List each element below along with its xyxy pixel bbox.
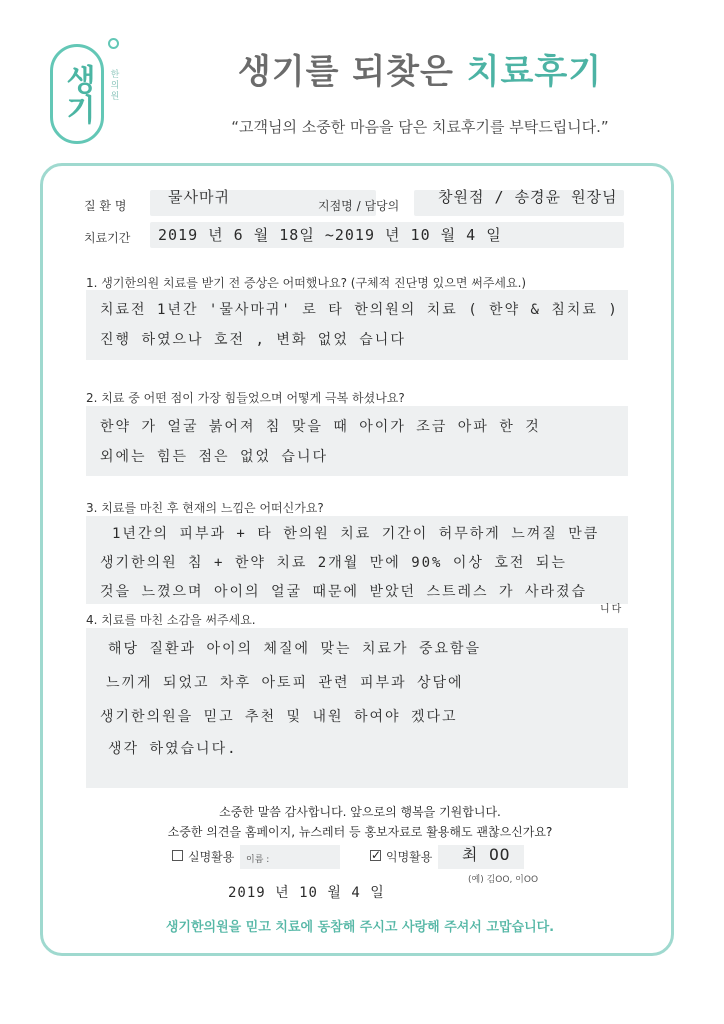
check-icon: ✓: [371, 848, 382, 862]
question-3-answer-line: 것을 느꼈으며 아이의 얼굴 때문에 받았던 스트레스 가 사라졌습: [100, 584, 588, 600]
logo-dot-icon: [108, 38, 119, 49]
question-1-title: 1. 생기한의원 치료를 받기 전 증상은 어떠했나요? (구체적 진단명 있으면 써주세요.): [86, 276, 527, 290]
name-example: (예) 김OO, 이OO: [468, 875, 539, 885]
thanks-message: 소중한 말씀 감사합니다. 앞으로의 행복을 기원합니다.: [219, 805, 501, 819]
real-name-label: 실명활용: [188, 850, 235, 864]
logo-subtext: 한의원: [110, 70, 120, 102]
question-3-answer-line: 니다: [600, 604, 624, 615]
question-3-answer-line: 생기한의원 침 + 한약 치료 2개월 만에 90% 이상 호전 되는: [100, 555, 567, 571]
question-2-answer-line: 한약 가 얼굴 붉어져 침 맞을 때 아이가 조금 아파 한 것: [100, 419, 541, 435]
question-2-title: 2. 치료 중 어떤 점이 가장 힘들었으며 어떻게 극복 하셨나요?: [86, 391, 405, 405]
disease-label: 질 환 명: [84, 199, 127, 213]
logo-text: 생기: [60, 64, 95, 124]
consent-question: 소중한 의견을 홈페이지, 뉴스레터 등 홍보자료로 활용해도 괜찮으신가요?: [167, 825, 553, 839]
period-label: 치료기간: [84, 231, 131, 245]
real-name-checkbox[interactable]: [172, 850, 183, 861]
review-date: 2019 년 10 월 4 일: [228, 885, 385, 901]
disease-value: 물사마귀: [168, 188, 230, 206]
period-value: 2019 년 6 월 18일 ~2019 년 10 월 4 일: [158, 226, 502, 244]
question-4-answer-line: 해당 질환과 아이의 체질에 맞는 치료가 중요함을: [108, 641, 482, 657]
title-main: 생기를 되찾은: [237, 52, 467, 92]
title-accent: 치료후기: [466, 52, 603, 92]
branch-value: 창원점 / 송경윤 원장님: [438, 188, 618, 206]
question-4-answer-line: 생기한의원을 믿고 추천 및 내원 하여야 겠다고: [100, 709, 458, 725]
footer-message: 생기한의원을 믿고 치료에 동참해 주시고 사랑해 주셔서 고맙습니다.: [165, 920, 555, 935]
anonymous-checkbox[interactable]: [370, 850, 381, 861]
question-4-title: 4. 치료를 마친 소감을 써주세요.: [86, 613, 256, 627]
question-3-answer-line: 1년간의 피부과 + 타 한의원 치료 기간이 허무하게 느껴질 만큼: [112, 526, 600, 542]
anonymous-label: 익명활용: [386, 850, 433, 864]
question-4-answer-line: 생각 하였습니다.: [108, 741, 238, 757]
page-title: [160, 44, 680, 93]
question-1-answer-line: 치료전 1년간 '물사마귀' 로 타 한의원의 치료 ( 한약 & 침치료 ): [100, 302, 619, 318]
page-subtitle: “고객님의 소중한 마음을 담은 치료후기를 부탁드립니다.”: [231, 118, 609, 136]
name-hint: 이름 :: [246, 855, 270, 865]
branch-label: 지점명 / 담당의: [318, 199, 400, 213]
question-4-answer-line: 느끼게 되었고 차후 아토피 관련 피부과 상담에: [106, 675, 464, 691]
question-3-title: 3. 치료를 마친 후 현재의 느낌은 어떠신가요?: [86, 501, 324, 515]
question-2-answer-line: 외에는 힘든 점은 없었 습니다: [100, 449, 329, 465]
question-1-answer-line: 진행 하였으나 호전 , 변화 없었 습니다: [100, 332, 406, 348]
anonymous-name-value: 최 OO: [462, 845, 511, 864]
clinic-logo: [50, 44, 104, 144]
